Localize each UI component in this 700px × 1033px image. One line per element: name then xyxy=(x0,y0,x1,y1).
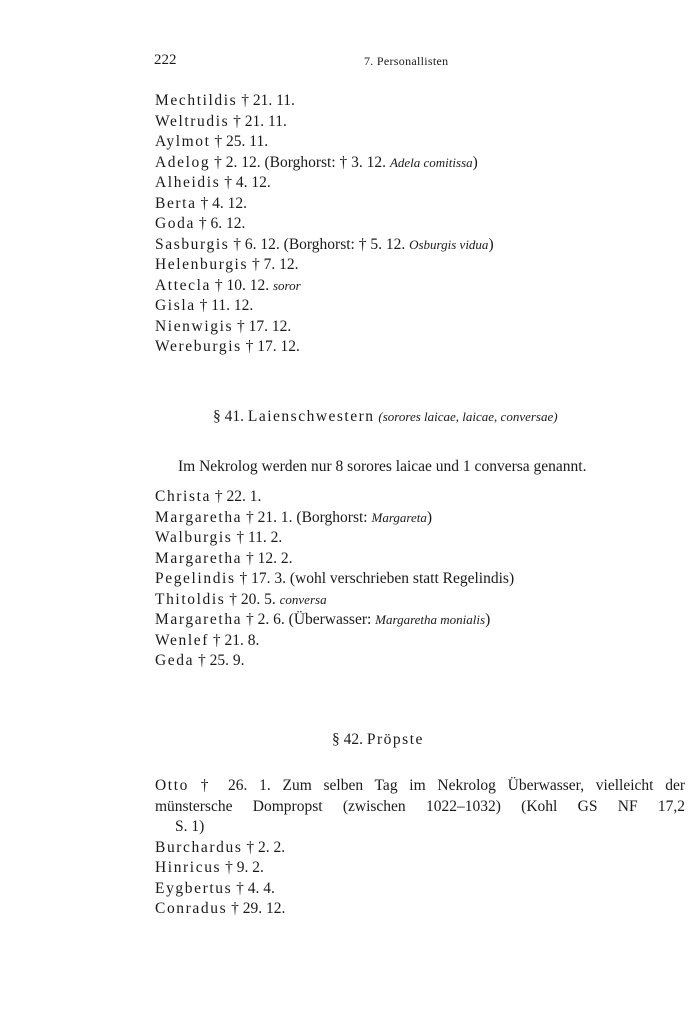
section-42-heading xyxy=(332,731,424,749)
list-item xyxy=(155,549,665,570)
section-subtitle: (sorores laicae, laicae, conversae) xyxy=(378,409,558,424)
section-number: § 41. xyxy=(213,408,244,425)
entry-name: Walburgis xyxy=(155,529,233,546)
entry-note-italic: Adela comitissa xyxy=(389,154,473,170)
entry-name: Christa xyxy=(155,488,211,505)
entry-name: Otto xyxy=(155,777,189,794)
list-item xyxy=(155,317,665,338)
page-number: 222 xyxy=(154,52,177,68)
entry-name: Eygbertus xyxy=(155,879,233,897)
entry-date: † 26. 1. xyxy=(200,777,271,794)
list-item xyxy=(155,838,665,859)
entry-name: Wenlef xyxy=(155,631,209,649)
entry-date: † 21. 8. xyxy=(212,631,260,649)
entry-date: † 10. 12. xyxy=(214,276,270,294)
entry-name: Thitoldis xyxy=(155,590,226,608)
entry-date: † 21. 11. xyxy=(241,92,295,109)
entry-date: † 17. 3. xyxy=(239,570,286,587)
section-number: § 42. xyxy=(332,731,363,748)
entry-date: † 4. 12. xyxy=(200,194,247,212)
entry-name: Wereburgis xyxy=(155,338,242,355)
entry-name: Margaretha xyxy=(155,549,243,567)
entry-date: † 22. 1. xyxy=(214,488,262,505)
entry-date: † 2. 6. xyxy=(246,611,285,628)
section-41-intro: Im Nekrolog werden nur 8 sorores laicae und 1 conversa genannt. xyxy=(178,458,587,475)
entry-name: Helenburgis xyxy=(155,256,249,273)
entry-date: † 6. 12. xyxy=(198,215,246,232)
entry-date: † 2. 12. xyxy=(214,153,261,171)
list-item xyxy=(155,296,665,317)
entry-name: Adelog xyxy=(155,153,211,171)
entry-date: † 17. 12. xyxy=(245,338,300,355)
section-title: Laienschwestern xyxy=(247,408,375,425)
entry-date: † 21. 1. xyxy=(246,508,293,526)
entry-note: (Überwasser: xyxy=(288,611,372,628)
entry-note: S. 1) xyxy=(175,818,205,835)
entry-name: Margaretha xyxy=(155,611,243,628)
nuns-list xyxy=(155,91,665,358)
entry-date: † 2. 2. xyxy=(246,838,286,856)
entry-note-italic: conversa xyxy=(279,591,327,607)
entry-date: † 11. 2. xyxy=(236,529,283,546)
list-item xyxy=(155,858,665,879)
entry-date: † 25. 9. xyxy=(197,652,245,669)
entry-date: † 21. 11. xyxy=(233,112,287,130)
list-item xyxy=(155,487,665,508)
entry-date: † 7. 12. xyxy=(251,256,299,273)
entry-date: † 4. 4. xyxy=(236,879,275,897)
list-item xyxy=(155,590,665,611)
entry-note-italic: Osburgis vidua xyxy=(409,236,489,252)
entry-name: Alheidis xyxy=(155,174,221,191)
list-item xyxy=(155,899,665,920)
entry-note-italic: Margaretha monialis xyxy=(375,612,486,627)
entry-note-end: ) xyxy=(485,611,491,628)
entry-name: Burchardus xyxy=(155,838,243,856)
entry-note: (Borghorst: † 5. 12. xyxy=(283,235,406,253)
entry-note-end: ) xyxy=(488,235,494,253)
list-item xyxy=(155,651,665,672)
entry-note-italic: Margareta xyxy=(371,509,427,525)
list-item xyxy=(155,194,665,215)
section-title: Pröpste xyxy=(366,731,424,748)
entry-date: † 29. 12. xyxy=(231,900,286,917)
entry-date: † 20. 5. xyxy=(229,590,276,608)
list-item xyxy=(155,879,665,900)
entry-date: † 12. 2. xyxy=(246,549,293,567)
entry-note-end: ) xyxy=(472,153,478,171)
entry-date: † 9. 2. xyxy=(225,859,264,876)
list-item xyxy=(155,173,665,194)
list-item xyxy=(155,569,665,590)
entry-name: Attecla xyxy=(155,276,211,294)
list-item xyxy=(155,235,665,256)
list-item xyxy=(155,112,665,133)
entry-note: Zum selben Tag im Nekrolog Überwasser, vielleicht der xyxy=(282,777,685,794)
entry-name: Sasburgis xyxy=(155,235,230,253)
list-item xyxy=(155,528,665,549)
list-item xyxy=(155,153,665,174)
list-item xyxy=(155,276,665,297)
entry-name: Aylmot xyxy=(155,133,211,150)
entry-name: Berta xyxy=(155,194,197,212)
entry-name: Gisla xyxy=(155,297,196,314)
lay-sisters-list xyxy=(155,487,665,672)
entry-name: Conradus xyxy=(155,900,228,917)
entry-name: Weltrudis xyxy=(155,112,230,130)
entry-name: Hinricus xyxy=(155,859,222,876)
entry-note: (wohl verschrieben statt Regelindis) xyxy=(289,570,515,587)
list-item xyxy=(155,508,665,529)
list-item xyxy=(155,337,665,358)
entry-note: (Borghorst: xyxy=(296,508,368,526)
entry-date: † 4. 12. xyxy=(224,174,271,191)
provosts-list xyxy=(155,776,685,920)
list-item xyxy=(155,255,665,276)
running-head: 7. Personallisten xyxy=(364,54,449,68)
section-41-heading xyxy=(213,408,558,426)
entry-date: † 6. 12. xyxy=(233,235,280,253)
entry-note: (Borghorst: † 3. 12. xyxy=(264,153,387,171)
entry-name: Geda xyxy=(155,652,195,669)
entry-note: münstersche Dompropst (zwischen 1022–1032) (Kohl GS NF 17,2 xyxy=(155,797,685,815)
list-item xyxy=(155,91,665,112)
entry-date: † 25. 11. xyxy=(214,133,269,150)
entry-name: Margaretha xyxy=(155,508,243,526)
list-item xyxy=(155,631,665,652)
entry-date: † 17. 12. xyxy=(237,317,292,335)
page-header xyxy=(154,52,664,72)
entry-note-italic: soror xyxy=(272,277,301,293)
list-item xyxy=(155,610,665,631)
list-item xyxy=(155,214,665,235)
entry-name: Goda xyxy=(155,215,195,232)
entry-date: † 11. 12. xyxy=(199,297,254,314)
entry-name: Nienwigis xyxy=(155,317,234,335)
entry-note-end: ) xyxy=(426,508,433,526)
list-item-otto xyxy=(155,776,685,838)
entry-name: Mechtildis xyxy=(155,92,238,109)
list-item xyxy=(155,132,665,153)
entry-name: Pegelindis xyxy=(155,570,236,587)
